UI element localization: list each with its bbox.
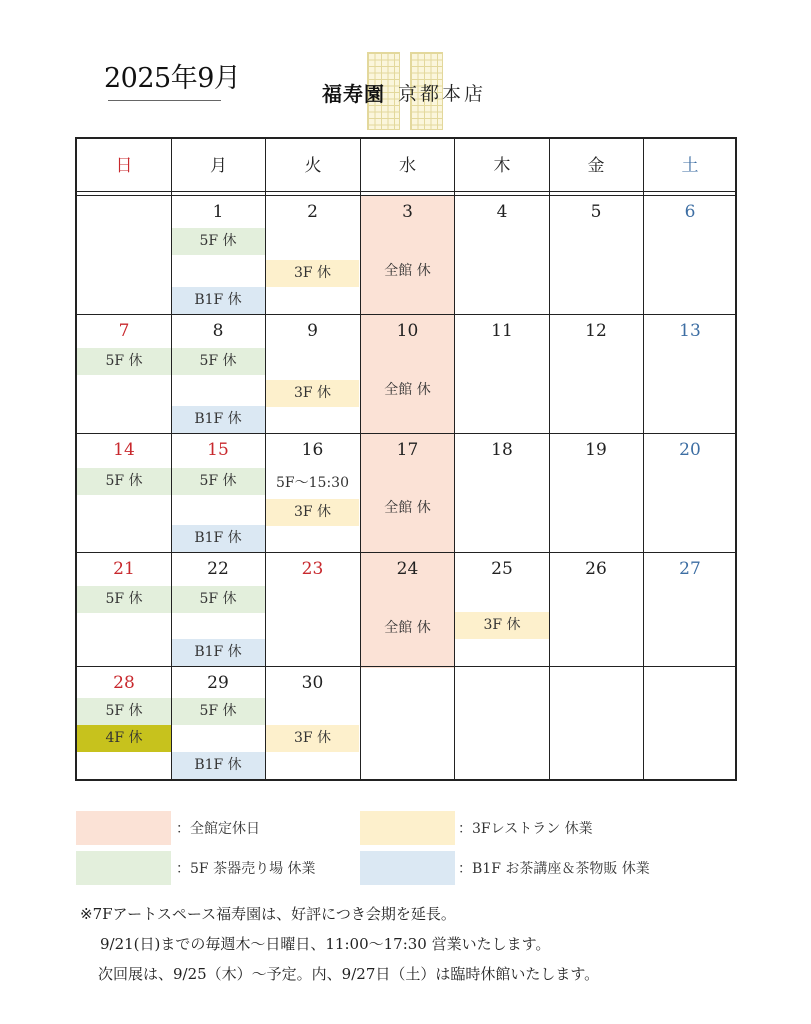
closure-5f: 5F 休	[171, 586, 265, 613]
closure-all: 全館 休	[384, 620, 431, 636]
day-number: 21	[113, 559, 135, 579]
day-number: 24	[396, 559, 419, 579]
column-divider	[549, 139, 550, 779]
weekday-friday: 金	[587, 156, 605, 176]
calendar-grid	[75, 137, 737, 781]
legend-all-closed: ：全館定休日	[176, 821, 260, 837]
day-cell	[171, 315, 265, 433]
day-cell	[77, 434, 171, 552]
column-divider	[643, 139, 644, 779]
day-cell	[77, 315, 171, 433]
legend-5f-shop: ：5F 茶器売り場 休業	[176, 861, 316, 877]
day-number: 30	[301, 673, 324, 693]
weekday-wednesday: 水	[399, 156, 416, 176]
day-cell	[361, 196, 454, 314]
closure-3f: 3F 休	[266, 380, 359, 407]
week-divider	[77, 314, 735, 315]
day-number: 4	[496, 202, 508, 222]
footer-note-3: 次回展は、9/25（木）～予定。内、9/27日（土）は臨時休館いたします。	[98, 965, 600, 983]
weekday-saturday: 土	[681, 156, 699, 176]
closure-b1f: B1F 休	[171, 406, 265, 433]
day-number: 8	[212, 321, 224, 341]
day-number: 11	[491, 321, 513, 341]
day-number: 15	[207, 440, 229, 460]
legend-swatch-5f	[76, 851, 171, 885]
day-number: 28	[113, 673, 135, 693]
legend-swatch-all-closed	[76, 811, 171, 845]
column-divider	[360, 139, 361, 779]
day-cell	[455, 196, 549, 314]
day-cell	[171, 196, 265, 314]
closure-5f: 5F 休	[77, 698, 171, 725]
closure-5f: 5F 休	[77, 586, 171, 613]
day-number: 16	[301, 440, 324, 460]
day-cell	[266, 434, 359, 552]
week-divider	[77, 666, 735, 667]
day-cell	[77, 553, 171, 666]
closure-3f: 3F 休	[266, 499, 359, 526]
day-number: 2	[307, 202, 318, 222]
closure-b1f: B1F 休	[171, 752, 265, 779]
legend-3f-restaurant: ：3Fレストラン 休業	[458, 821, 593, 837]
weekday-sunday: 日	[115, 156, 133, 176]
day-number: 20	[679, 440, 701, 460]
weekday-monday: 月	[210, 156, 227, 176]
closure-5f: 5F 休	[171, 348, 265, 375]
day-number: 5	[590, 202, 602, 222]
header-divider	[77, 195, 735, 196]
day-number: 17	[396, 440, 419, 460]
closure-3f: 3F 休	[455, 612, 549, 639]
legend-swatch-3f	[360, 811, 455, 845]
day-number: 14	[113, 440, 135, 460]
partial-hours-note: 5F～15:30	[276, 475, 349, 491]
week-divider	[77, 433, 735, 434]
day-number: 10	[396, 321, 419, 341]
day-cell	[266, 315, 359, 433]
day-cell	[643, 553, 737, 666]
day-cell	[171, 434, 265, 552]
day-number: 27	[679, 559, 701, 579]
day-cell	[266, 196, 359, 314]
legend-b1f: ：B1F お茶講座＆茶物販 休業	[458, 861, 650, 877]
title-underline	[108, 100, 221, 101]
closure-5f: 5F 休	[171, 228, 265, 255]
column-divider	[265, 139, 266, 779]
closure-3f: 3F 休	[266, 725, 359, 752]
day-number: 19	[585, 440, 607, 460]
day-cell	[455, 553, 549, 666]
day-cell	[171, 553, 265, 666]
day-number: 9	[307, 321, 318, 341]
closure-5f: 5F 休	[171, 698, 265, 725]
store-logo	[322, 52, 494, 130]
closure-5f: 5F 休	[171, 468, 265, 495]
footer-note-1: ※7Fアートスペース福寿園は、好評につき会期を延長。	[80, 905, 456, 923]
closure-5f: 5F 休	[77, 468, 171, 495]
day-cell	[171, 667, 265, 779]
day-cell	[455, 434, 549, 552]
closure-b1f: B1F 休	[171, 525, 265, 552]
weekday-thursday: 木	[493, 156, 511, 176]
day-number: 13	[679, 321, 701, 341]
closure-b1f: B1F 休	[171, 287, 265, 314]
logo-brand-name: 福寿園	[322, 82, 385, 106]
day-number: 29	[207, 673, 229, 693]
day-number: 6	[684, 202, 696, 222]
closure-3f: 3F 休	[266, 260, 359, 287]
logo-store-name: 京都本店	[398, 83, 487, 105]
day-cell	[643, 434, 737, 552]
day-cell	[455, 315, 549, 433]
month-title: 2025年9月	[104, 63, 241, 94]
day-cell	[549, 553, 643, 666]
day-number: 23	[301, 559, 324, 579]
day-cell	[361, 434, 454, 552]
day-number: 3	[402, 202, 413, 222]
day-cell	[266, 667, 359, 779]
footer-note-2: 9/21(日)までの毎週木～日曜日、11:00～17:30 営業いたします。	[100, 935, 551, 953]
closure-5f: 5F 休	[77, 348, 171, 375]
weekday-tuesday: 火	[304, 156, 322, 176]
day-cell	[643, 196, 737, 314]
day-cell	[549, 196, 643, 314]
day-number: 18	[491, 440, 513, 460]
day-number: 1	[212, 202, 224, 222]
day-cell	[361, 553, 454, 666]
day-cell	[643, 315, 737, 433]
day-cell	[549, 434, 643, 552]
column-divider	[171, 139, 172, 779]
column-divider	[454, 139, 455, 779]
closure-b1f: B1F 休	[171, 639, 265, 666]
closure-all: 全館 休	[384, 382, 431, 398]
closure-all: 全館 休	[384, 500, 431, 516]
day-number: 25	[491, 559, 513, 579]
day-cell	[77, 667, 171, 779]
day-cell	[361, 315, 454, 433]
legend-swatch-b1f	[360, 851, 455, 885]
week-divider	[77, 552, 735, 553]
day-number: 12	[585, 321, 607, 341]
day-number: 26	[585, 559, 607, 579]
closure-all: 全館 休	[384, 263, 431, 279]
day-number: 22	[207, 559, 229, 579]
closure-4f: 4F 休	[77, 725, 171, 752]
header-divider	[77, 191, 735, 192]
day-number: 7	[118, 321, 130, 341]
day-cell	[266, 553, 359, 666]
day-cell	[549, 315, 643, 433]
